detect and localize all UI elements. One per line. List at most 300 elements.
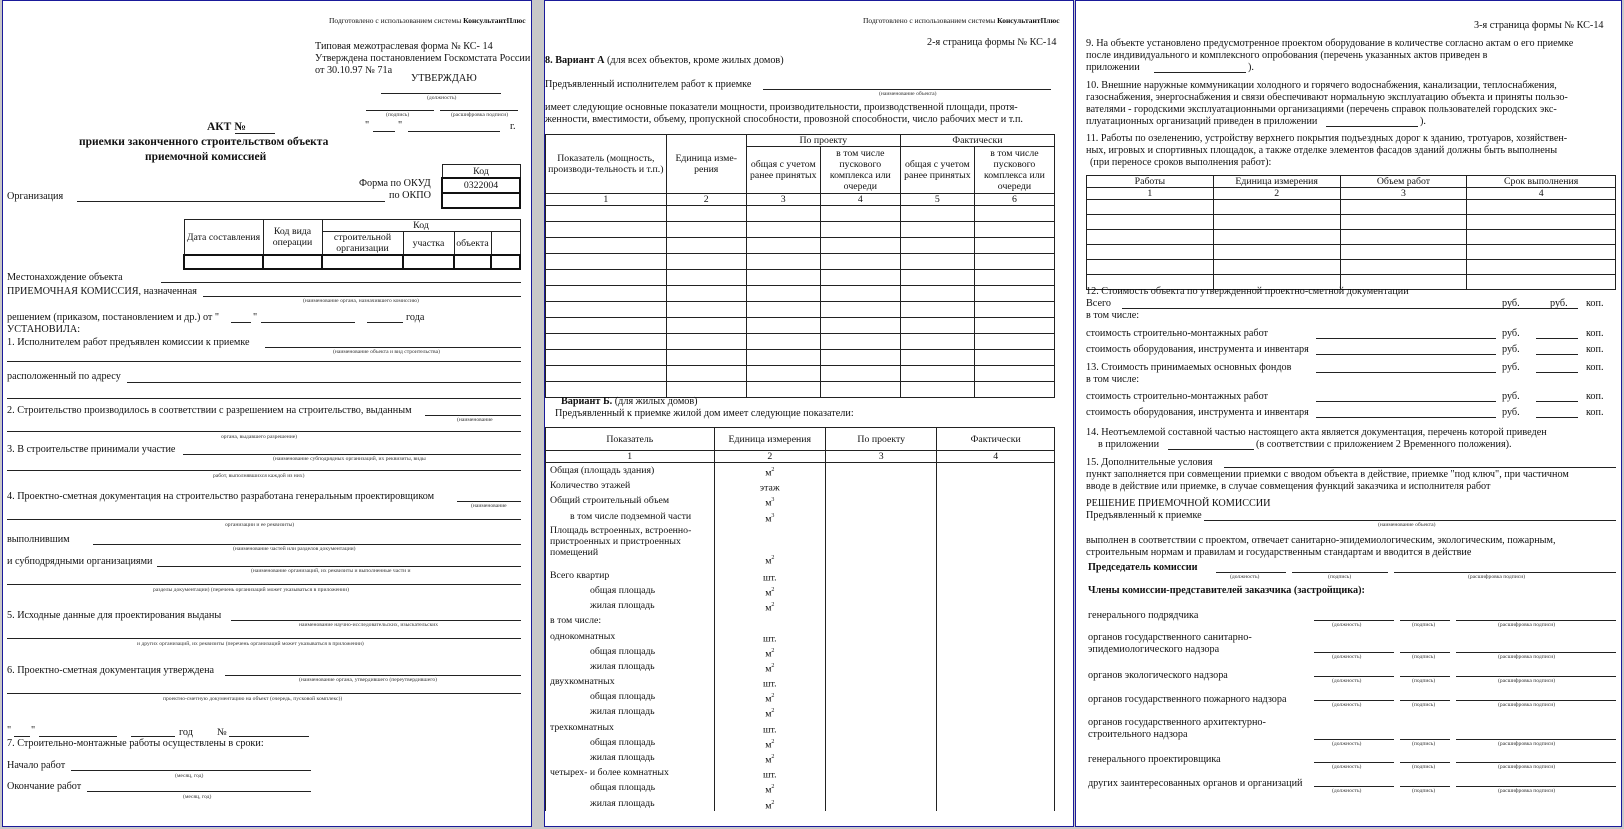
chairman-label: Председатель комиссии: [1088, 562, 1198, 573]
table-cell[interactable]: [820, 350, 900, 366]
table-cell[interactable]: [746, 366, 820, 382]
table-cell[interactable]: [820, 382, 900, 398]
table-cell[interactable]: [666, 350, 746, 366]
item-15-label: 15. Дополнительные условия: [1086, 457, 1213, 468]
table-cell[interactable]: [546, 254, 667, 270]
item-2-extra-line[interactable]: [7, 431, 521, 432]
incl-launch-header: в том числе пускового комплекса или очереди: [820, 147, 900, 194]
position-caption: (должность): [1332, 702, 1362, 708]
row-label: общая площадь: [590, 584, 656, 596]
table-cell[interactable]: [1467, 275, 1616, 290]
table-cell[interactable]: [900, 334, 974, 350]
performed-caption: (наименование частей или разделов документации): [233, 546, 356, 552]
member-position-line[interactable]: [1314, 700, 1394, 701]
unit-power: 3: [771, 497, 775, 504]
presented-label: Предъявленный исполнителем работ к приемке: [545, 79, 752, 90]
table-cell[interactable]: [666, 334, 746, 350]
rub-label: руб.: [1502, 407, 1520, 418]
table-cell[interactable]: [974, 238, 1054, 254]
table-cell[interactable]: [820, 222, 900, 238]
table-cell[interactable]: [974, 206, 1054, 222]
rub-line[interactable]: [1122, 308, 1496, 309]
table-cell[interactable]: [666, 206, 746, 222]
location-label: Местонахождение объекта: [7, 272, 123, 283]
table-cell[interactable]: [900, 318, 974, 334]
item-6-caption-1: (наименование органа, утвердившего (переутвердившего): [299, 677, 438, 683]
year-line[interactable]: [476, 131, 500, 132]
chairman-signature-line[interactable]: [1292, 572, 1388, 573]
signature-caption: (подпись): [386, 112, 410, 118]
item-15-text-2: вводе в действие или приемке, в случае совмещения функций заказчика и исполнителя работ: [1086, 481, 1491, 492]
performed-label: выполнившим: [7, 534, 70, 545]
position-caption: (должность): [1332, 654, 1362, 660]
member-signature-line[interactable]: [1400, 676, 1450, 677]
col-number: 5: [900, 194, 974, 206]
item-14-line-3: (в соответствии с приложением 2 Временного положения).: [1256, 439, 1512, 450]
table-cell[interactable]: [666, 366, 746, 382]
table-cell[interactable]: [974, 222, 1054, 238]
organization-line[interactable]: [77, 201, 385, 202]
decision-label: решением (приказом, постановлением и др.) от ": [7, 312, 220, 323]
table-cell[interactable]: [974, 350, 1054, 366]
member-signature-line[interactable]: [1400, 652, 1450, 653]
item-3-extra-line[interactable]: [7, 470, 521, 471]
table-cell[interactable]: [1467, 245, 1616, 260]
table-cell[interactable]: [1213, 260, 1340, 275]
table-cell[interactable]: [1340, 230, 1467, 245]
volume-header: Объем работ: [1340, 176, 1467, 188]
performed-line[interactable]: [93, 544, 521, 545]
rub-line[interactable]: [1316, 417, 1496, 418]
table-cell[interactable]: [820, 206, 900, 222]
kop-line[interactable]: [1536, 354, 1578, 355]
col-number: 4: [1467, 188, 1616, 200]
item-2-caption-2: органа, выдавшего разрешение): [221, 434, 298, 440]
table-cell[interactable]: [1213, 230, 1340, 245]
table-cell[interactable]: [974, 254, 1054, 270]
item-3-line[interactable]: [183, 454, 521, 455]
item-5-caption-1: наименование научно-исследовательских, изыскательских: [299, 622, 439, 628]
table-cell[interactable]: [974, 286, 1054, 302]
member-decode-line[interactable]: [1456, 786, 1616, 787]
item-2-line[interactable]: [425, 415, 521, 416]
row-unit: [715, 568, 826, 583]
conformity-text-1: выполнен в соответствии с проектом, отвечает санитарно-эпидемиологическим, экологическим, пожарным,: [1086, 535, 1556, 546]
table-cell[interactable]: [1213, 215, 1340, 230]
unit-text: м: [765, 587, 772, 599]
row-label: Площадь встроенных, встроенно-пристроенных и пристроенных помещений: [550, 524, 692, 558]
unit-text: м: [765, 512, 772, 524]
table-cell[interactable]: [820, 318, 900, 334]
table-cell[interactable]: [546, 286, 667, 302]
signature-caption: (подпись): [1412, 741, 1436, 747]
variant-b-text: Предъявленный к приемке жилой дом имеет следующие показатели:: [555, 408, 854, 419]
table-cell[interactable]: [546, 302, 667, 318]
kop-label: коп.: [1586, 362, 1604, 373]
table-cell[interactable]: [546, 350, 667, 366]
table-cell[interactable]: [1467, 260, 1616, 275]
table-cell[interactable]: [746, 302, 820, 318]
member-position-line[interactable]: [1314, 652, 1394, 653]
presented-caption: (наименование объекта): [1378, 522, 1436, 528]
decode-caption: (расшифровка подписи): [1498, 788, 1556, 794]
okpo-code[interactable]: [442, 193, 520, 208]
rub-line[interactable]: [1316, 338, 1496, 339]
member-decode-line[interactable]: [1456, 652, 1616, 653]
table-cell[interactable]: [974, 270, 1054, 286]
table-cell[interactable]: [746, 286, 820, 302]
item-1-line[interactable]: [265, 347, 521, 348]
unit-power: 2: [771, 647, 775, 654]
table-cell[interactable]: [900, 350, 974, 366]
established-label: УСТАНОВИЛА:: [7, 324, 81, 335]
table-cell[interactable]: [666, 318, 746, 334]
item-2-caption-1: (наименование: [457, 417, 493, 423]
member-decode-line[interactable]: [1456, 620, 1616, 621]
approval-year-line[interactable]: [131, 736, 175, 737]
table-cell[interactable]: [746, 206, 820, 222]
item-14-line[interactable]: [1168, 449, 1254, 450]
member-sanitary-1: органов государственного санитарно-: [1088, 632, 1252, 643]
signature-caption: (подпись): [1328, 574, 1352, 580]
table-cell[interactable]: [666, 238, 746, 254]
quote-mark: ": [253, 312, 258, 323]
table-cell[interactable]: [1087, 200, 1214, 215]
row-unit: [715, 613, 826, 628]
form-page-3: [1075, 0, 1622, 827]
decode-caption: (расшифровка подписи): [1498, 702, 1556, 708]
okpo-label: по ОКПО: [389, 190, 431, 201]
member-decode-line[interactable]: [1456, 739, 1616, 740]
table-cell[interactable]: [974, 334, 1054, 350]
signature-caption: (подпись): [1412, 788, 1436, 794]
decision-day-line[interactable]: [231, 322, 251, 323]
kop-line[interactable]: [1536, 372, 1578, 373]
member-signature-line[interactable]: [1400, 620, 1450, 621]
table-cell[interactable]: [900, 366, 974, 382]
table-cell[interactable]: [746, 382, 820, 398]
table-cell[interactable]: [820, 334, 900, 350]
table-cell[interactable]: [746, 254, 820, 270]
item-2-label: 2. Строительство производилось в соответствии с разрешением на строительство, выданным: [7, 405, 412, 416]
item-1-caption: (наименование объекта и вид строительства): [333, 349, 440, 355]
row-unit: [715, 644, 826, 659]
signature-caption: (подпись): [1412, 622, 1436, 628]
col-number: 1: [546, 451, 715, 463]
unit-text: шт.: [763, 572, 777, 584]
member-decode-line[interactable]: [1456, 676, 1616, 677]
kop-line[interactable]: [1536, 338, 1578, 339]
decision-month-line[interactable]: [261, 322, 355, 323]
table-cell[interactable]: [1467, 230, 1616, 245]
decode-caption: (расшифровка подписи): [1498, 678, 1556, 684]
item-10-line[interactable]: [1326, 126, 1418, 127]
table-cell[interactable]: [1213, 200, 1340, 215]
location-line[interactable]: [161, 282, 521, 283]
table-cell[interactable]: [820, 366, 900, 382]
position-caption: (должность): [1230, 574, 1260, 580]
kop-line[interactable]: [1536, 308, 1578, 309]
table-cell[interactable]: [1087, 215, 1214, 230]
table-cell[interactable]: [900, 270, 974, 286]
table-cell[interactable]: [900, 222, 974, 238]
unit-power: 2: [771, 693, 775, 700]
decode-caption: (расшифровка подписи): [1498, 654, 1556, 660]
item-5-extra-line[interactable]: [7, 638, 521, 639]
item-9-end: ).: [1248, 62, 1254, 73]
kop-line[interactable]: [1536, 417, 1578, 418]
okud-label: Форма по ОКУД: [359, 178, 431, 189]
presented-line[interactable]: [763, 89, 1051, 90]
row-label: четырех- и более комнатных: [550, 767, 669, 779]
row-unit: [715, 704, 826, 719]
site-cell[interactable]: [403, 255, 454, 269]
unit-text: м: [765, 693, 772, 705]
by-project-header: По проекту: [746, 135, 900, 147]
item-1-extra-line[interactable]: [7, 361, 521, 362]
item-10-line-2: газоснабжения, энергоснабжения и связи обеспечивают нормальную эксплуатацию объекта и приняты пользо-: [1086, 92, 1568, 103]
col-number: 2: [666, 194, 746, 206]
table-cell[interactable]: [666, 302, 746, 318]
table-cell[interactable]: [546, 238, 667, 254]
row-label: общая площадь: [590, 782, 656, 794]
table-cell[interactable]: [546, 334, 667, 350]
variant-b-units: [715, 463, 826, 811]
signature-caption: (подпись): [1412, 678, 1436, 684]
presented-line[interactable]: [1204, 520, 1616, 521]
table-cell[interactable]: [820, 254, 900, 270]
item-4-line[interactable]: [457, 501, 521, 502]
decode-caption: (расшифровка подписи): [1498, 741, 1556, 747]
unit-text: шт.: [763, 769, 777, 781]
table-cell[interactable]: [546, 206, 667, 222]
member-signature-line[interactable]: [1400, 739, 1450, 740]
table-cell[interactable]: [666, 222, 746, 238]
decision-year-line[interactable]: [367, 322, 403, 323]
row-label: жилая площадь: [590, 600, 655, 612]
table-cell[interactable]: [820, 238, 900, 254]
start-caption: (месяц, год): [175, 773, 204, 779]
rub-label: руб.: [1550, 298, 1568, 309]
table-cell[interactable]: [1087, 245, 1214, 260]
item-13-label: 13. Стоимость принимаемых основных фондов: [1086, 362, 1292, 373]
total-header: общая с учетом ранее принятых: [900, 147, 974, 194]
table-cell[interactable]: [900, 302, 974, 318]
table-cell[interactable]: [666, 286, 746, 302]
members-title: Члены комиссии-представителей заказчика (застройщика):: [1088, 585, 1365, 596]
item-6-extra-line[interactable]: [7, 693, 521, 694]
unit-text: м: [765, 784, 772, 796]
rub-line[interactable]: [1316, 401, 1496, 402]
table-cell[interactable]: [974, 302, 1054, 318]
position-caption: (должность): [1332, 622, 1362, 628]
approve-label: УТВЕРЖДАЮ: [411, 73, 477, 84]
table-cell[interactable]: [974, 382, 1054, 398]
header-note: Подготовлено с использованием системы: [329, 16, 462, 25]
table-cell[interactable]: [746, 238, 820, 254]
table-cell[interactable]: [666, 254, 746, 270]
table-cell[interactable]: [746, 334, 820, 350]
brand-name: КонсультантПлюс: [463, 16, 526, 25]
table-cell[interactable]: [900, 382, 974, 398]
row-unit: [715, 493, 826, 508]
start-line[interactable]: [71, 770, 311, 771]
signature-caption: (подпись): [1412, 764, 1436, 770]
quote-mark: ": [31, 725, 36, 736]
chairman-position-line[interactable]: [1216, 572, 1286, 573]
row-unit: [715, 796, 826, 811]
table-cell[interactable]: [1340, 245, 1467, 260]
address-extra-line[interactable]: [7, 398, 521, 399]
approval-day-line[interactable]: [14, 736, 30, 737]
table-cell[interactable]: [1467, 200, 1616, 215]
act-number-line[interactable]: [235, 133, 275, 134]
item-15-line[interactable]: [1224, 467, 1616, 468]
unit-text: м: [765, 739, 772, 751]
operation-code-cell[interactable]: [263, 255, 322, 269]
table-cell[interactable]: [1087, 260, 1214, 275]
table-cell[interactable]: [974, 318, 1054, 334]
object-cell[interactable]: [454, 255, 491, 269]
member-position-line[interactable]: [1314, 676, 1394, 677]
unit-power: 2: [771, 754, 775, 760]
item-9-line[interactable]: [1154, 72, 1246, 73]
item-10-line-1: 10. Внешние наружные коммуникации холодного и горячего водоснабжения, канализации, теплоснабжения,: [1086, 80, 1557, 91]
item-4-extra-line[interactable]: [7, 519, 521, 520]
item-5-label: 5. Исходные данные для проектирования выданы: [7, 610, 222, 621]
member-sanitary-2: эпидемиологического надзора: [1088, 644, 1220, 655]
item-9-line-2: после индивидуального и комплексного опробования (перечень указанных актов приведен в: [1086, 50, 1488, 61]
kop-label: коп.: [1586, 344, 1604, 355]
table-cell[interactable]: [746, 222, 820, 238]
table-cell[interactable]: [746, 318, 820, 334]
address-line[interactable]: [127, 382, 521, 383]
table-cell[interactable]: [746, 350, 820, 366]
operation-code-header: Код вида операции: [263, 220, 322, 256]
organization-label: Организация: [7, 191, 64, 202]
commission-line[interactable]: [203, 296, 521, 297]
position-caption: (должность): [427, 95, 457, 101]
date-cell[interactable]: [184, 255, 263, 269]
subcontractors-line[interactable]: [157, 566, 521, 567]
table-cell[interactable]: [974, 366, 1054, 382]
col-number: 3: [746, 194, 820, 206]
table-cell[interactable]: [1340, 260, 1467, 275]
table-cell[interactable]: [546, 318, 667, 334]
table-cell[interactable]: [900, 206, 974, 222]
code-header: Код: [442, 165, 520, 179]
approval-line-2: от 30.10.97 № 71а: [315, 65, 393, 76]
chairman-decode-line[interactable]: [1394, 572, 1616, 573]
member-position-line[interactable]: [1314, 786, 1394, 787]
presented-caption: (наименование объекта): [879, 91, 937, 97]
table-cell[interactable]: [820, 270, 900, 286]
actual-cell[interactable]: [937, 463, 1055, 811]
member-signature-line[interactable]: [1400, 700, 1450, 701]
day-line[interactable]: [373, 131, 395, 132]
table-cell[interactable]: [546, 222, 667, 238]
end-line[interactable]: [87, 791, 311, 792]
member-position-line[interactable]: [1314, 762, 1394, 763]
position-line[interactable]: [381, 93, 501, 94]
subcontractors-extra-line[interactable]: [7, 584, 521, 585]
position-caption: (должность): [1332, 741, 1362, 747]
approval-number-line[interactable]: [229, 736, 309, 737]
total-label: Всего: [1086, 298, 1111, 309]
construction-org-cell[interactable]: [322, 255, 403, 269]
col-number: 2: [1213, 188, 1340, 200]
table-cell[interactable]: [820, 302, 900, 318]
table-cell[interactable]: [900, 238, 974, 254]
item-6-line[interactable]: [225, 675, 521, 676]
row-label: общая площадь: [590, 691, 656, 703]
signature-line[interactable]: [366, 110, 434, 111]
kop-line[interactable]: [1536, 401, 1578, 402]
table-cell[interactable]: [1340, 200, 1467, 215]
act-number-label: АКТ №: [207, 121, 246, 133]
item-10-end: ).: [1420, 116, 1426, 127]
table-cell[interactable]: [666, 270, 746, 286]
unit-text: м: [765, 663, 772, 675]
end-caption: (месяц, год): [183, 794, 212, 800]
table-cell[interactable]: [546, 270, 667, 286]
col-number: 1: [546, 194, 667, 206]
table-cell[interactable]: [1087, 230, 1214, 245]
signature-caption: (подпись): [1412, 654, 1436, 660]
table-cell[interactable]: [900, 286, 974, 302]
member-signature-line[interactable]: [1400, 762, 1450, 763]
unit-text: м: [765, 555, 772, 567]
member-decode-line[interactable]: [1456, 700, 1616, 701]
item-5-line[interactable]: [231, 620, 521, 621]
table-cell[interactable]: [1340, 215, 1467, 230]
row-unit: [715, 509, 826, 524]
row-unit: [715, 463, 826, 478]
approval-month-line[interactable]: [39, 736, 117, 737]
rub-line[interactable]: [1316, 354, 1496, 355]
member-position-line[interactable]: [1314, 739, 1394, 740]
unit-text: этаж: [759, 482, 780, 494]
member-decode-line[interactable]: [1456, 762, 1616, 763]
table-cell[interactable]: [900, 254, 974, 270]
row-label: в том числе подземной части: [570, 510, 692, 522]
member-position-line[interactable]: [1314, 620, 1394, 621]
row-label: однокомнатных: [550, 630, 616, 642]
member-signature-line[interactable]: [1400, 786, 1450, 787]
table-cell[interactable]: [546, 366, 667, 382]
table-cell[interactable]: [746, 270, 820, 286]
table-cell[interactable]: [1467, 215, 1616, 230]
variant-b-title: Вариант Б.: [561, 396, 613, 407]
table-cell[interactable]: [820, 286, 900, 302]
unit-power: 2: [771, 467, 775, 473]
item-9-line-3: приложении: [1086, 62, 1140, 73]
subcontractors-label: и субподрядными организациями: [7, 556, 153, 567]
position-caption: (должность): [1332, 678, 1362, 684]
rub-line[interactable]: [1316, 372, 1496, 373]
signature-decode-line[interactable]: [440, 110, 518, 111]
unit-text: шт.: [763, 632, 777, 644]
by-project-cell[interactable]: [826, 463, 937, 811]
table-cell[interactable]: [1213, 245, 1340, 260]
item-3-caption-1: (наименование субподрядных организаций, их реквизиты, виды: [273, 456, 426, 462]
total-header: общая с учетом ранее принятых: [746, 147, 820, 194]
row-label: жилая площадь: [590, 660, 655, 672]
quote-mark: ": [7, 725, 12, 736]
row-unit: [715, 674, 826, 689]
member-architecture-2: строительного надзора: [1088, 729, 1188, 740]
col-number: 4: [820, 194, 900, 206]
